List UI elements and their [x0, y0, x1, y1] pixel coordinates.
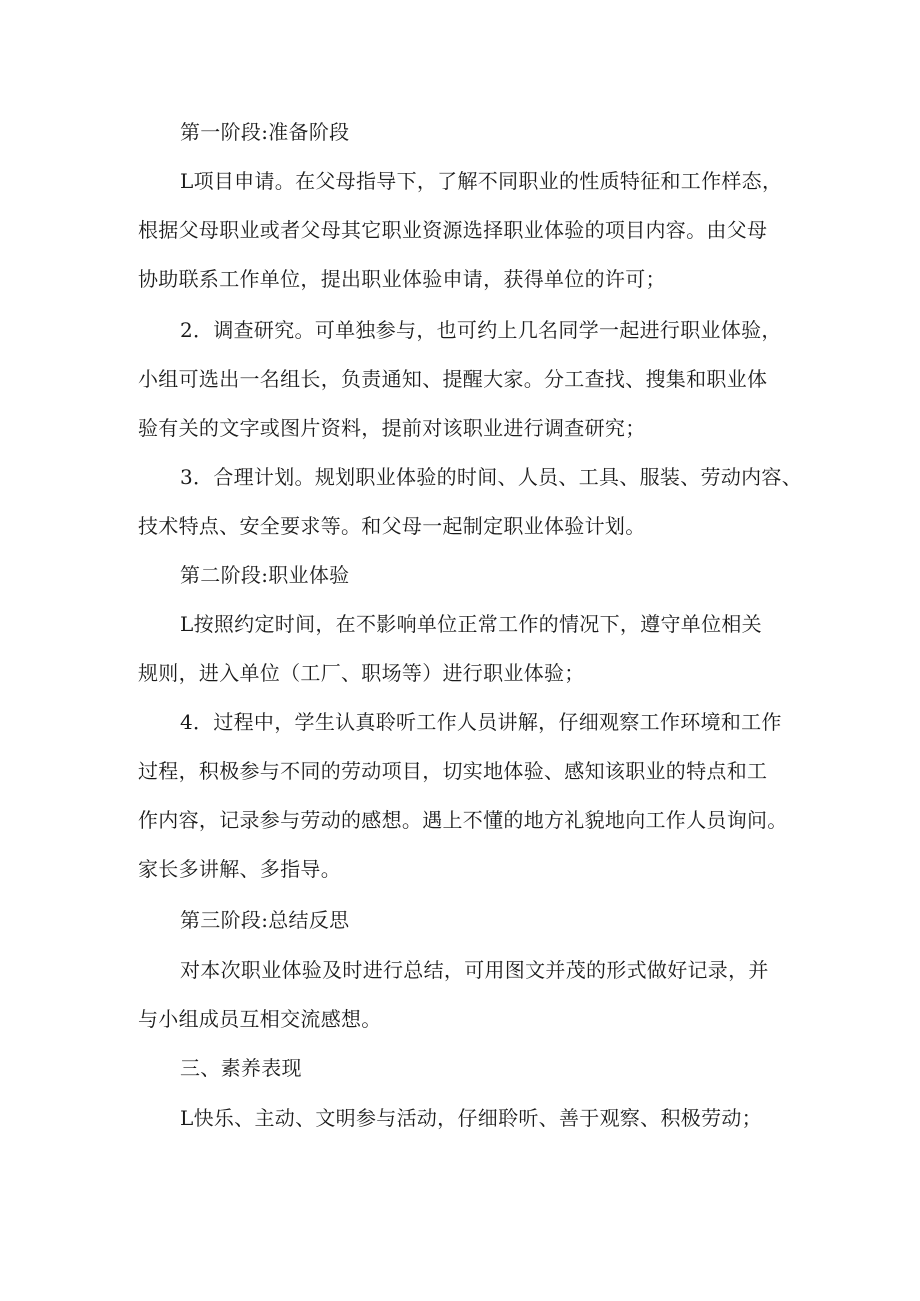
section-heading-stage-1	[138, 108, 786, 157]
paragraph-schedule	[138, 600, 786, 698]
text-line: 家长多讲解、多指导。	[138, 857, 341, 881]
paragraph-research	[138, 306, 786, 453]
paragraph-project-application	[138, 157, 786, 304]
text-line: L按照约定时间，在不影响单位正常工作的情况下，遵守单位相关	[180, 612, 762, 636]
text-line: 过程，积极参与不同的劳动项目，切实地体验、感知该职业的特点和工	[138, 759, 768, 783]
section-heading-stage-3	[138, 896, 786, 945]
text-line: 三、素养表现	[180, 1056, 302, 1080]
text-line: 对本次职业体验及时进行总结，可用图文并茂的形式做好记录，并	[180, 958, 769, 982]
text-line: 第三阶段:总结反思	[180, 908, 350, 932]
text-line: 协助联系工作单位，提出职业体验申请，获得单位的许可；	[138, 267, 666, 291]
paragraph-summary	[138, 946, 786, 1044]
section-heading-stage-2	[138, 551, 786, 600]
text-line: 与小组成员互相交流感想。	[138, 1007, 382, 1031]
text-line: 技术特点、安全要求等。和父母一起制定职业体验计划。	[138, 514, 646, 538]
text-line: 作内容，记录参与劳动的感想。遇上不懂的地方礼貌地向工作人员询问。	[138, 808, 788, 832]
section-heading-literacy	[138, 1044, 786, 1093]
paragraph-literacy-1	[138, 1094, 786, 1143]
text-line: 3．合理计划。规划职业体验的时间、人员、工具、服装、劳动内容、	[180, 465, 803, 489]
text-line: 第一阶段:准备阶段	[180, 120, 350, 144]
text-line: 验有关的文字或图片资料，提前对该职业进行调查研究；	[138, 416, 646, 440]
text-line: 4．过程中，学生认真聆听工作人员讲解，仔细观察工作环境和工作	[180, 710, 782, 734]
text-line: 第二阶段:职业体验	[180, 563, 350, 587]
text-line: L项目申请。在父母指导下，了解不同职业的性质特征和工作样态，	[180, 169, 783, 193]
text-line: L快乐、主动、文明参与活动，仔细聆听、善于观察、积极劳动；	[180, 1106, 762, 1130]
text-line: 2．调查研究。可单独参与，也可约上几名同学一起进行职业体验，	[180, 318, 782, 342]
paragraph-process	[138, 698, 786, 894]
text-line: 小组可选出一名组长，负责通知、提醒大家。分工查找、搜集和职业体	[138, 367, 768, 391]
text-line: 规则，进入单位（工厂、职场等）进行职业体验；	[138, 661, 585, 685]
paragraph-planning	[138, 453, 803, 551]
text-line: 根据父母职业或者父母其它职业资源选择职业体验的项目内容。由父母	[138, 218, 768, 242]
